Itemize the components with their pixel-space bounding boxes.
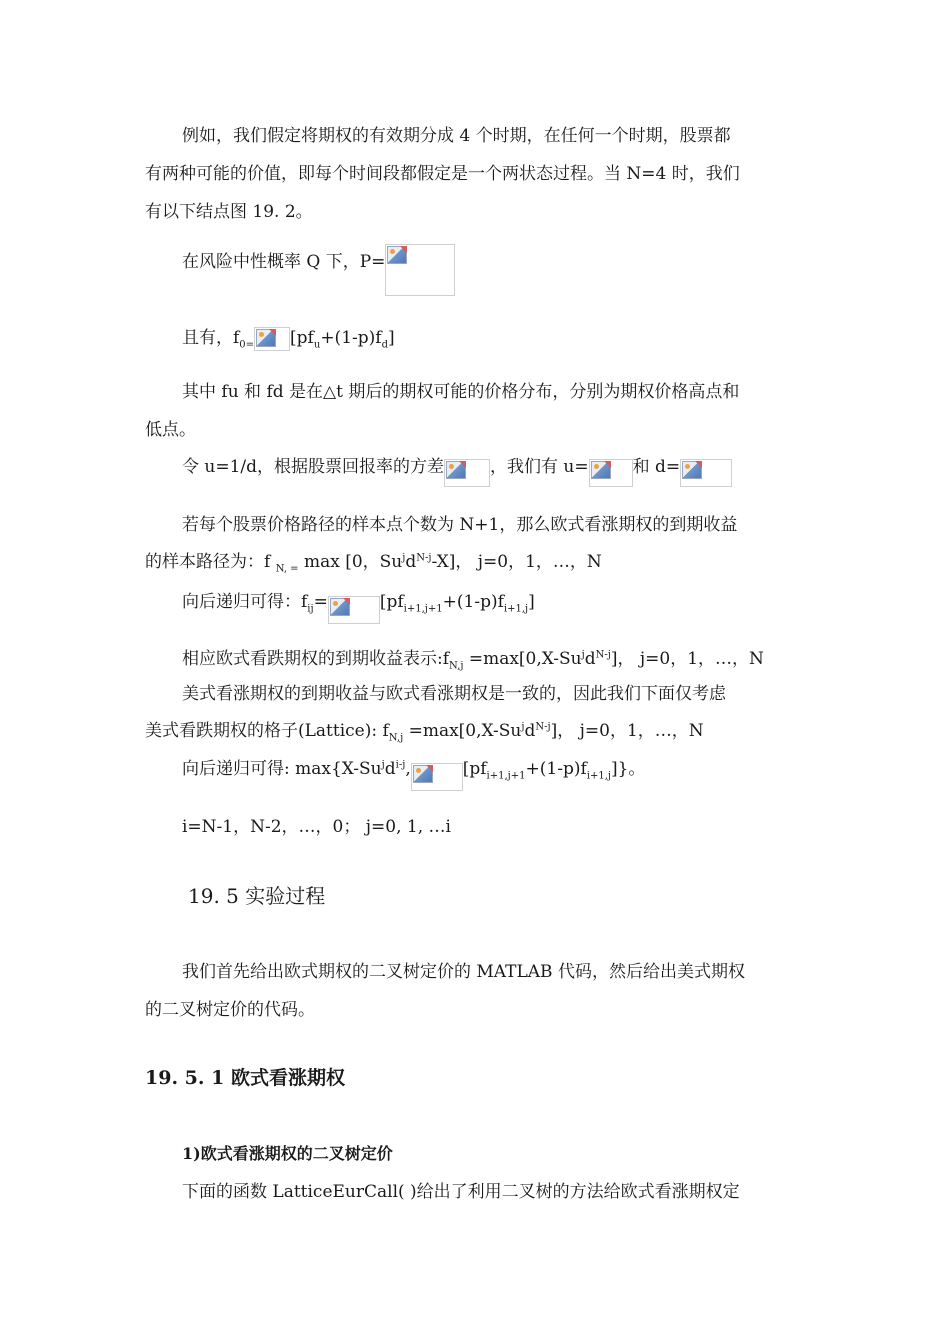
am-rec-text-c: , (405, 759, 411, 779)
formula-image-american (411, 763, 463, 791)
f0-subscript: 0= (239, 339, 255, 351)
f0-text-d: ] (387, 328, 395, 348)
lattice-text-a: 美式看跌期权的格子(Lattice): f (145, 721, 389, 741)
formula-image-variance (444, 459, 490, 487)
fd-subscript: d (381, 339, 388, 351)
lattice-text-d: ]， j=0，1，…，N (550, 721, 704, 741)
subsection-heading: 19. 5. 1 欧式看涨期权 (145, 1067, 345, 1089)
am-rec-sub-2: i+1,j (586, 770, 611, 782)
intro-paragraph-line-2: 的二叉树定价的代码。 (145, 1000, 315, 1020)
broken-image-icon (682, 461, 702, 479)
put-payoff-text-c: d (584, 649, 596, 669)
am-rec-text-a: 向后递归可得: max{X-Su (182, 759, 382, 779)
recursion-sub-ij: ij (307, 603, 314, 615)
sample-path-subscript: N, = (275, 563, 299, 575)
fu-fd-line-2: 低点。 (145, 420, 196, 440)
am-rec-text-b: d (384, 759, 396, 779)
paragraph-example-line-1: 例如，我们假定将期权的有效期分成 4 个时期，在任何一个时期，股票都 (182, 126, 731, 146)
american-call-line-1: 美式看涨期权的到期收益与欧式看涨期权是一致的，因此我们下面仅考虑 (182, 684, 726, 704)
lattice-sup-j: j (521, 721, 525, 733)
f0-text: 且有，f (182, 328, 240, 348)
broken-image-icon (591, 461, 611, 479)
formula-image-p (385, 244, 455, 296)
broken-image-icon (387, 246, 407, 264)
u-d-definition-line (182, 455, 732, 487)
paragraph-example-line-3: 有以下结点图 19. 2。 (145, 202, 313, 222)
sample-path-text-d: -X]， j=0，1，…，N (431, 552, 602, 572)
put-payoff-text-d: ]， j=0，1，…，N (610, 649, 764, 669)
recursion-sub-2: i+1,j+1 (403, 603, 443, 615)
am-rec-sup-ij: i-j (395, 759, 406, 771)
item-heading: 1)欧式看涨期权的二叉树定价 (182, 1144, 393, 1163)
recursion-text-e: ] (528, 592, 535, 612)
am-rec-sup-j: j (381, 759, 385, 771)
recursion-text-b: = (313, 592, 328, 612)
section-heading: 19. 5 实验过程 (188, 884, 326, 908)
fu-fd-line-1: 其中 fu 和 fd 是在△t 期后的期权可能的价格分布，分别为期权价格高点和 (182, 382, 740, 402)
sample-path-text-b: max [0，Su (298, 552, 403, 572)
sample-path-line-1: 若每个股票价格路径的样本点个数为 N+1，那么欧式看涨期权的到期收益 (182, 515, 738, 535)
put-payoff-sup-nj: N-j (595, 649, 611, 661)
put-payoff-sub: N,j (449, 660, 464, 672)
intro-paragraph-line-1: 我们首先给出欧式期权的二叉树定价的 MATLAB 代码，然后给出美式期权 (182, 962, 745, 982)
broken-image-icon (446, 461, 466, 479)
broken-image-icon (256, 329, 276, 347)
formula-image-u (589, 459, 633, 487)
formula-image-discount (254, 327, 290, 351)
fu-subscript: u (313, 339, 321, 351)
sample-path-sup-nj: N-j (416, 552, 432, 564)
f0-text-c: +(1-p)f (320, 328, 382, 348)
put-payoff-text-a: 相应欧式看跌期权的到期收益表示:f (182, 649, 450, 669)
u-text: ，我们有 u= (490, 457, 589, 477)
d-text: 和 d= (632, 457, 681, 477)
recursion-text-a: 向后递归可得：f (182, 592, 308, 612)
lattice-text-c: d (524, 721, 536, 741)
formula-image-recursion (328, 596, 380, 624)
broken-image-icon (330, 598, 350, 616)
function-description-line: 下面的函数 LatticeEurCall( )给出了利用二叉树的方法给欧式看涨期权定 (182, 1182, 740, 1202)
recursion-text-c: [pf (379, 592, 404, 612)
am-rec-text-f: ]}。 (610, 759, 646, 779)
lattice-sup-nj: N-j (535, 721, 551, 733)
american-put-lattice-line (145, 719, 704, 743)
american-recursion-line (182, 757, 645, 791)
am-rec-text-d: [pf (462, 759, 487, 779)
am-rec-text-e: +(1-p)f (525, 759, 587, 779)
put-payoff-sup-j: j (581, 649, 585, 661)
f0-formula-line (182, 326, 395, 351)
recursion-text-d: +(1-p)f (442, 592, 504, 612)
variance-text: 令 u=1/d，根据股票回报率的方差 (182, 457, 445, 477)
risk-neutral-line (182, 250, 455, 296)
sample-path-sup-j: j (402, 552, 406, 564)
lattice-sub: N,j (388, 732, 404, 744)
sample-path-text-a: 的样本路径为：f (145, 552, 276, 572)
backward-recursion-line (182, 590, 535, 624)
sample-path-line-2 (145, 550, 602, 574)
recursion-sub-3: i+1,j (503, 603, 529, 615)
formula-image-d (680, 459, 732, 487)
lattice-text-b: =max[0,X-Su (403, 721, 522, 741)
put-payoff-line (182, 647, 764, 671)
f0-text-b: [pf (290, 328, 314, 348)
index-range-line: i=N-1，N-2，…，0； j=0, 1, …i (182, 817, 451, 837)
risk-neutral-text: 在风险中性概率 Q 下，P= (182, 252, 386, 272)
sample-path-text-c: d (405, 552, 417, 572)
put-payoff-text-b: =max[0,X-Su (463, 649, 582, 669)
broken-image-icon (413, 765, 433, 783)
paragraph-example-line-2: 有两种可能的价值，即每个时间段都假定是一个两状态过程。当 N=4 时，我们 (145, 164, 740, 184)
am-rec-sub-1: i+1,j+1 (486, 770, 526, 782)
